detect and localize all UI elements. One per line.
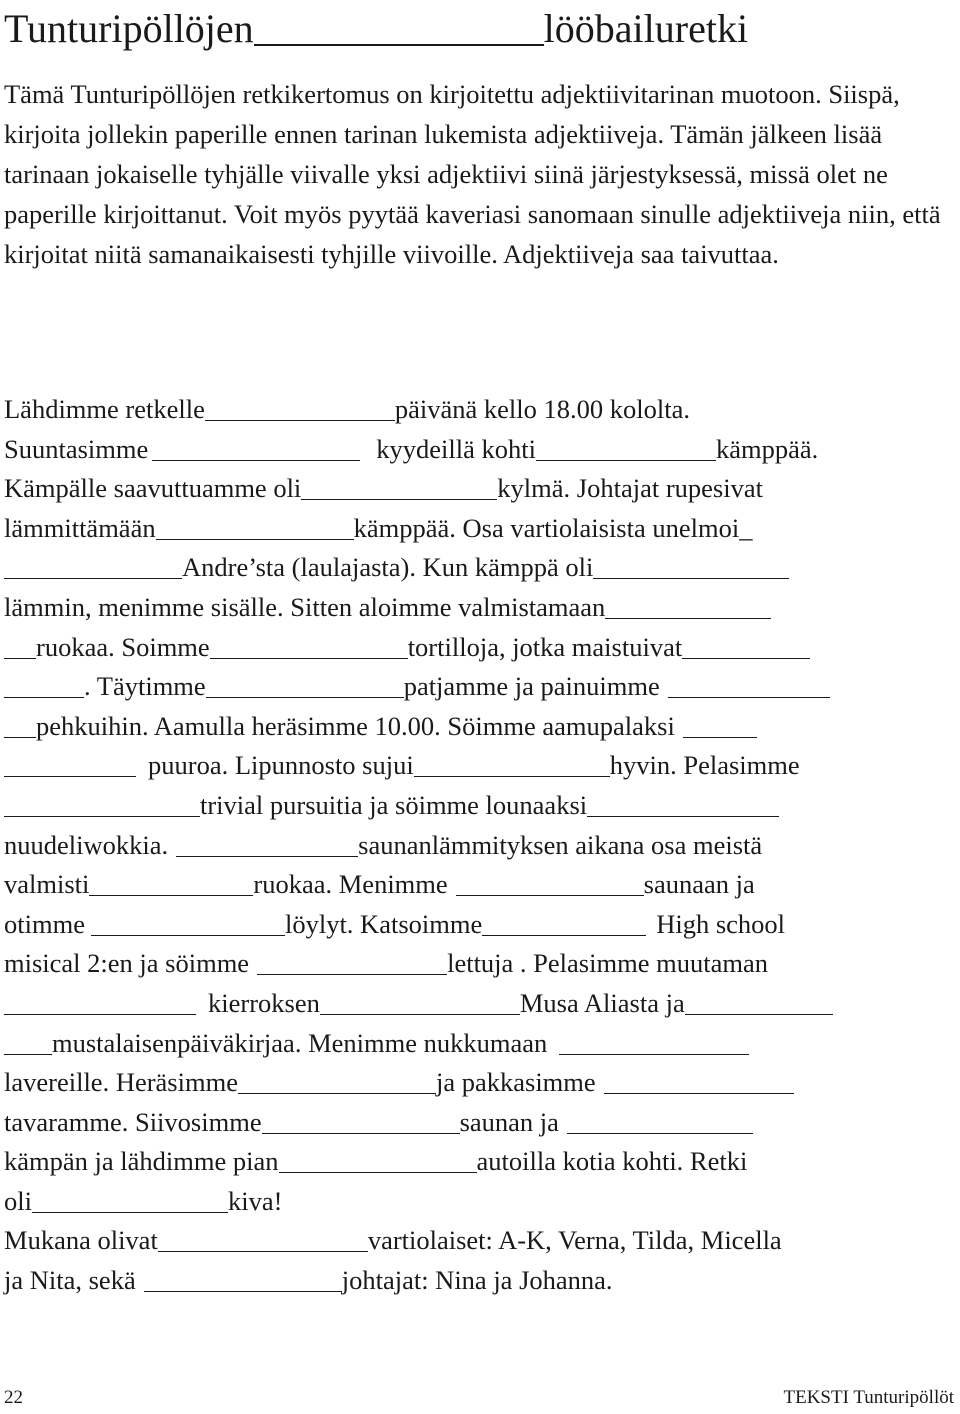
fill-in-blank [482, 908, 646, 936]
story-line [4, 390, 956, 430]
story-segment: saunan ja [459, 1106, 559, 1137]
story-segment: löylyt. Katsoimme [284, 908, 483, 939]
story-segment: valmisti [4, 869, 90, 900]
fill-in-blank [456, 869, 644, 897]
story-segment: nuudeliwokkia. [4, 829, 169, 860]
story-segment: kämppää. Osa vartiolaisista unelmoi_ [353, 512, 753, 543]
page-number: 22 [4, 1387, 23, 1408]
story-segment: High school [656, 908, 786, 939]
story-segment: Mukana olivat [4, 1225, 158, 1256]
story-line [4, 1024, 956, 1064]
story-line [4, 1221, 956, 1261]
fill-in-blank [205, 394, 395, 422]
fill-in-blank [4, 671, 84, 699]
fill-in-blank [587, 789, 779, 817]
fill-in-blank [257, 948, 447, 976]
fill-in-blank [144, 1265, 342, 1293]
story-line [4, 509, 956, 549]
fill-in-blank [536, 433, 716, 461]
story-line [4, 469, 956, 509]
story-line [4, 984, 956, 1024]
story-segment: ruokaa. Soimme [36, 631, 210, 662]
story-line [4, 1103, 956, 1143]
fill-in-blank [238, 1067, 436, 1095]
story-segment: Kämpälle saavuttuamme oli [4, 473, 302, 504]
story-segment: saunaan ja [643, 869, 755, 900]
story-segment: misical 2:en ja söimme [4, 948, 250, 979]
fill-in-blank [604, 1067, 794, 1095]
story-segment: otimme [4, 908, 85, 939]
fill-in-blank [559, 1027, 749, 1055]
story-line [4, 628, 956, 668]
fill-in-blank [685, 987, 833, 1015]
fill-in-blank [89, 869, 253, 897]
fill-in-blank [4, 710, 36, 738]
fill-in-blank [176, 829, 358, 857]
fill-in-blank [262, 1106, 460, 1134]
fill-in-blank [593, 552, 789, 580]
fill-in-blank [301, 473, 497, 501]
story-segment: ruokaa. Menimme [253, 869, 448, 900]
story-line [4, 667, 956, 707]
fill-in-blank [4, 987, 196, 1015]
story-segment: kämppää. [716, 433, 819, 464]
story-line [4, 786, 956, 826]
fill-in-blank [4, 750, 136, 778]
story-line [4, 826, 956, 866]
fill-in-blank [206, 671, 404, 699]
fill-in-blank [91, 908, 285, 936]
story-segment: trivial pursuitia ja söimme lounaaksi [200, 789, 588, 820]
story-segment: Musa Aliasta ja [519, 987, 685, 1018]
story-line [4, 588, 956, 628]
story-line [4, 746, 956, 786]
title-blank-line [254, 4, 544, 46]
fill-in-blank [4, 631, 36, 659]
story-segment: . Täytimme [84, 671, 206, 702]
story-segment: ja Nita, sekä [4, 1265, 136, 1296]
story-segment: lavereille. Heräsimme [4, 1067, 238, 1098]
fill-in-blank [4, 789, 200, 817]
fill-in-blank [4, 552, 182, 580]
story-segment: oli [4, 1185, 32, 1216]
story-segment: mustalaisenpäiväkirjaa. Menimme nukkumaan [52, 1027, 548, 1058]
story-line [4, 905, 956, 945]
story-segment: kierroksen [208, 987, 320, 1018]
fill-in-blank [210, 631, 408, 659]
story-text [4, 390, 956, 1301]
story-segment: Andre’sta (laulajasta). Kun kämppä oli [182, 552, 594, 583]
story-segment: kylmä. Johtajat rupesivat [497, 473, 763, 504]
story-segment: lettuja . Pelasimme muutaman [447, 948, 768, 979]
title-last-word: lööbailuretki [543, 6, 749, 51]
story-line [4, 548, 956, 588]
fill-in-blank [668, 671, 830, 699]
fill-in-blank [567, 1106, 753, 1134]
fill-in-blank [414, 750, 610, 778]
story-line [4, 1261, 956, 1301]
story-segment: vartiolaiset: A-K, Verna, Tilda, Micella [367, 1225, 782, 1256]
story-line [4, 1142, 956, 1182]
story-segment: kyydeillä kohti [376, 433, 536, 464]
story-segment: pehkuihin. Aamulla heräsimme 10.00. Söimme aamupalaksi [36, 710, 675, 741]
story-segment: tortilloja, jotka maistuivat [407, 631, 683, 662]
story-segment: saunanlämmityksen aikana osa meistä [358, 829, 763, 860]
story-line [4, 865, 956, 905]
fill-in-blank [152, 433, 360, 461]
story-segment: autoilla kotia kohti. Retki [476, 1146, 748, 1177]
story-line [4, 944, 956, 984]
fill-in-blank [279, 1146, 477, 1174]
story-line [4, 707, 956, 747]
fill-in-blank [605, 591, 771, 619]
fill-in-blank [682, 631, 810, 659]
story-segment: Lähdimme retkelle [4, 394, 205, 424]
fill-in-blank [156, 512, 354, 540]
story-segment: lämmin, menimme sisälle. Sitten aloimme valmistamaan [4, 591, 606, 622]
fill-in-blank [683, 710, 757, 738]
fill-in-blank [32, 1185, 228, 1213]
story-segment: tavaramme. Siivosimme [4, 1106, 262, 1137]
story-segment: kämpän ja lähdimme pian [4, 1146, 279, 1177]
story-line [4, 430, 956, 470]
fill-in-blank [158, 1225, 368, 1253]
footer-section-label: TEKSTI Tunturipöllöt [783, 1387, 954, 1408]
story-segment: johtajat: Nina ja Johanna. [341, 1265, 613, 1296]
story-segment: patjamme ja painuimme [403, 671, 660, 702]
story-segment: puuroa. Lipunnosto sujui [148, 750, 414, 781]
instructions-paragraph: Tämä Tunturipöllöjen retkikertomus on kirjoitettu adjektiivitarinan muotoon. Siispä, kirjoita jollekin paperille ennen tarinan lukemista adjektiiveja. Tämän jälkeen lisää tarinaan jokaiselle tyhjälle viivalle yksi adjektiivi siinä järjestyksessä, missä olet ne paperille kirjoittanut. Voit myös pyytää kaveriasi sanomaan sinulle adjektiiveja niin, että kirjoitat niitä samanaikaisesti tyhjille viivoille. Adjektiiveja saa taivuttaa. [4, 79, 941, 269]
story-segment: päivänä kello 18.00 kololta. [394, 394, 690, 424]
page-title [4, 0, 748, 52]
story-segment: Suuntasimme [4, 433, 149, 464]
story-line [4, 1182, 956, 1222]
story-segment: hyvin. Pelasimme [609, 750, 800, 781]
story-segment: lämmittämään [4, 512, 156, 543]
title-first-word: Tunturipöllöjen [4, 6, 254, 51]
story-segment: ja pakkasimme [435, 1067, 596, 1098]
fill-in-blank [320, 987, 520, 1015]
story-segment: kiva! [227, 1185, 283, 1216]
fill-in-blank [4, 1027, 52, 1055]
story-line [4, 1063, 956, 1103]
